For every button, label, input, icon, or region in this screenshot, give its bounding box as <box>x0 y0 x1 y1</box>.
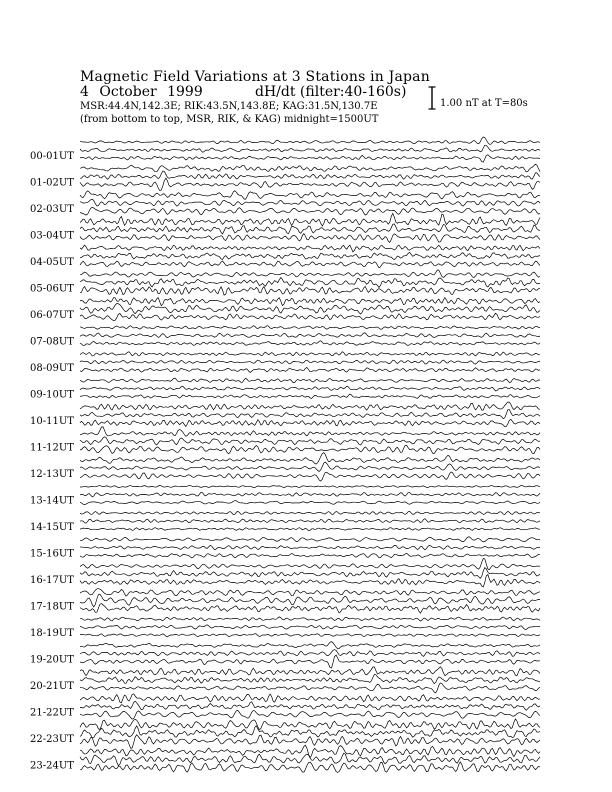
trace-KAG <box>80 694 540 703</box>
hour-label: 22-23UT <box>30 734 74 745</box>
hour-row-04-05UT <box>30 245 540 268</box>
trace-RIK <box>80 568 540 579</box>
trace-KAG <box>80 558 540 569</box>
hour-label: 02-03UT <box>30 204 74 215</box>
trace-RIK <box>80 594 540 607</box>
trace-MSR <box>80 762 540 773</box>
hour-label: 18-19UT <box>30 628 74 639</box>
hour-label: 15-16UT <box>30 548 74 560</box>
trace-RIK <box>80 674 540 683</box>
trace-RIK <box>80 278 540 288</box>
trace-KAG <box>80 667 540 676</box>
hour-label: 08-09UT <box>30 363 74 374</box>
trace-RIK <box>80 171 540 179</box>
trace-RIK <box>80 701 540 710</box>
hour-label: 03-04UT <box>30 230 74 242</box>
trace-MSR <box>80 711 540 720</box>
hour-label: 12-13UT <box>30 469 74 480</box>
trace-MSR <box>80 634 540 637</box>
trace-MSR <box>80 472 540 481</box>
trace-MSR <box>80 445 540 454</box>
trace-RIK <box>80 410 540 419</box>
trace-RIK <box>80 437 540 445</box>
hour-label: 09-10UT <box>30 389 74 401</box>
hour-label: 20-21UT <box>30 681 74 692</box>
hour-label: 17-18UT <box>30 601 74 613</box>
trace-KAG <box>80 745 540 758</box>
station-coordinates: MSR:44.4N,142.3E; RIK:43.5N,143.8E; KAG:31.5N,130.7E <box>80 101 378 112</box>
hour-row-11-12UT <box>30 427 540 454</box>
trace-KAG <box>80 213 540 226</box>
hour-label: 00-01UT <box>30 151 74 162</box>
trace-RIK <box>80 462 540 471</box>
trace-KAG <box>80 378 540 383</box>
trace-MSR <box>80 394 540 398</box>
hour-row-01-02UT <box>30 164 540 190</box>
trace-KAG <box>80 137 540 144</box>
trace-MSR <box>80 419 540 426</box>
trace-RIK <box>80 625 540 630</box>
trace-KAG <box>80 485 540 487</box>
hour-row-07-08UT <box>30 326 540 348</box>
trace-RIK <box>80 753 540 766</box>
trace-RIK <box>80 145 540 152</box>
hour-label: 19-20UT <box>30 654 74 666</box>
trace-KAG <box>80 511 540 514</box>
hour-row-22-23UT <box>30 719 540 748</box>
hour-label: 05-06UT <box>30 283 74 295</box>
trace-KAG <box>80 164 540 172</box>
trace-MSR <box>80 234 540 243</box>
trace-MSR <box>80 207 540 215</box>
trace-KAG <box>80 298 540 306</box>
hour-label: 21-22UT <box>30 707 74 719</box>
hour-row-21-22UT <box>30 694 540 719</box>
trace-RIK <box>80 360 540 364</box>
trace-RIK <box>80 333 540 338</box>
hour-row-13-14UT <box>30 485 540 506</box>
trace-KAG <box>80 402 540 410</box>
trace-RIK <box>80 519 540 523</box>
trace-MSR <box>80 313 540 320</box>
trace-MSR <box>80 553 540 558</box>
trace-MSR <box>80 575 540 587</box>
trace-RIK <box>80 545 540 550</box>
trace-KAG <box>80 352 540 356</box>
hour-row-14-15UT <box>30 511 540 533</box>
trace-KAG <box>80 642 540 649</box>
hour-row-19-20UT <box>30 642 540 668</box>
hour-label: 16-17UT <box>30 575 74 586</box>
hour-label: 04-05UT <box>30 257 74 268</box>
trace-MSR <box>80 735 540 748</box>
trace-MSR <box>80 528 540 531</box>
trace-KAG <box>80 245 540 252</box>
hour-label: 23-24UT <box>30 760 74 772</box>
trace-RIK <box>80 199 540 206</box>
trace-KAG <box>80 453 540 465</box>
hour-row-12-13UT <box>30 453 540 482</box>
trace-MSR <box>80 501 540 505</box>
hour-row-16-17UT <box>30 558 540 587</box>
trace-KAG <box>80 326 540 330</box>
trace-KAG <box>80 427 540 436</box>
hour-row-20-21UT <box>30 667 540 693</box>
trace-MSR <box>80 178 540 190</box>
hour-row-05-06UT <box>30 270 540 295</box>
trace-RIK <box>80 492 540 497</box>
trace-RIK <box>80 253 540 260</box>
hour-row-18-19UT <box>30 617 540 639</box>
hour-row-00-01UT <box>30 137 540 162</box>
hour-label: 14-15UT <box>30 522 74 533</box>
trace-MSR <box>80 655 540 668</box>
trace-MSR <box>80 683 540 693</box>
hour-label: 13-14UT <box>30 495 74 507</box>
trace-RIK <box>80 650 540 657</box>
stacking-note: (from bottom to top, MSR, RIK, & KAG) midnight=1500UT <box>80 114 379 125</box>
hour-row-06-07UT <box>30 298 540 321</box>
hour-row-15-16UT <box>30 537 540 560</box>
trace-RIK <box>80 386 540 391</box>
hour-label: 01-02UT <box>30 177 74 189</box>
trace-MSR <box>80 287 540 296</box>
hour-row-23-24UT <box>30 745 540 772</box>
trace-MSR <box>80 261 540 268</box>
chart-quantity: dH/dt (filter:40-160s) <box>255 84 407 100</box>
chart-date: 4 October 1999 <box>80 84 203 100</box>
trace-MSR <box>80 341 540 346</box>
hour-row-09-10UT <box>30 378 540 400</box>
trace-KAG <box>80 589 540 596</box>
trace-MSR <box>80 155 540 162</box>
hour-row-03-04UT <box>30 213 540 242</box>
scale-bar-label: 1.00 nT at T=80s <box>440 97 528 109</box>
hour-row-08-09UT <box>30 352 540 374</box>
trace-RIK <box>80 304 540 315</box>
chart-title: Magnetic Field Variations at 3 Stations in Japan <box>80 69 430 85</box>
trace-KAG <box>80 617 540 621</box>
trace-KAG <box>80 537 540 542</box>
trace-MSR <box>80 368 540 373</box>
trace-KAG <box>80 719 540 730</box>
trace-MSR <box>80 604 540 614</box>
trace-RIK <box>80 224 540 234</box>
trace-KAG <box>80 270 540 277</box>
hour-label: 11-12UT <box>30 442 74 454</box>
hour-row-02-03UT <box>30 191 540 215</box>
hour-label: 10-11UT <box>30 416 74 427</box>
hour-row-17-18UT <box>30 589 540 614</box>
hour-row-10-11UT <box>30 402 540 427</box>
hour-label: 07-08UT <box>30 336 74 348</box>
hour-label: 06-07UT <box>30 310 74 321</box>
trace-KAG <box>80 191 540 200</box>
